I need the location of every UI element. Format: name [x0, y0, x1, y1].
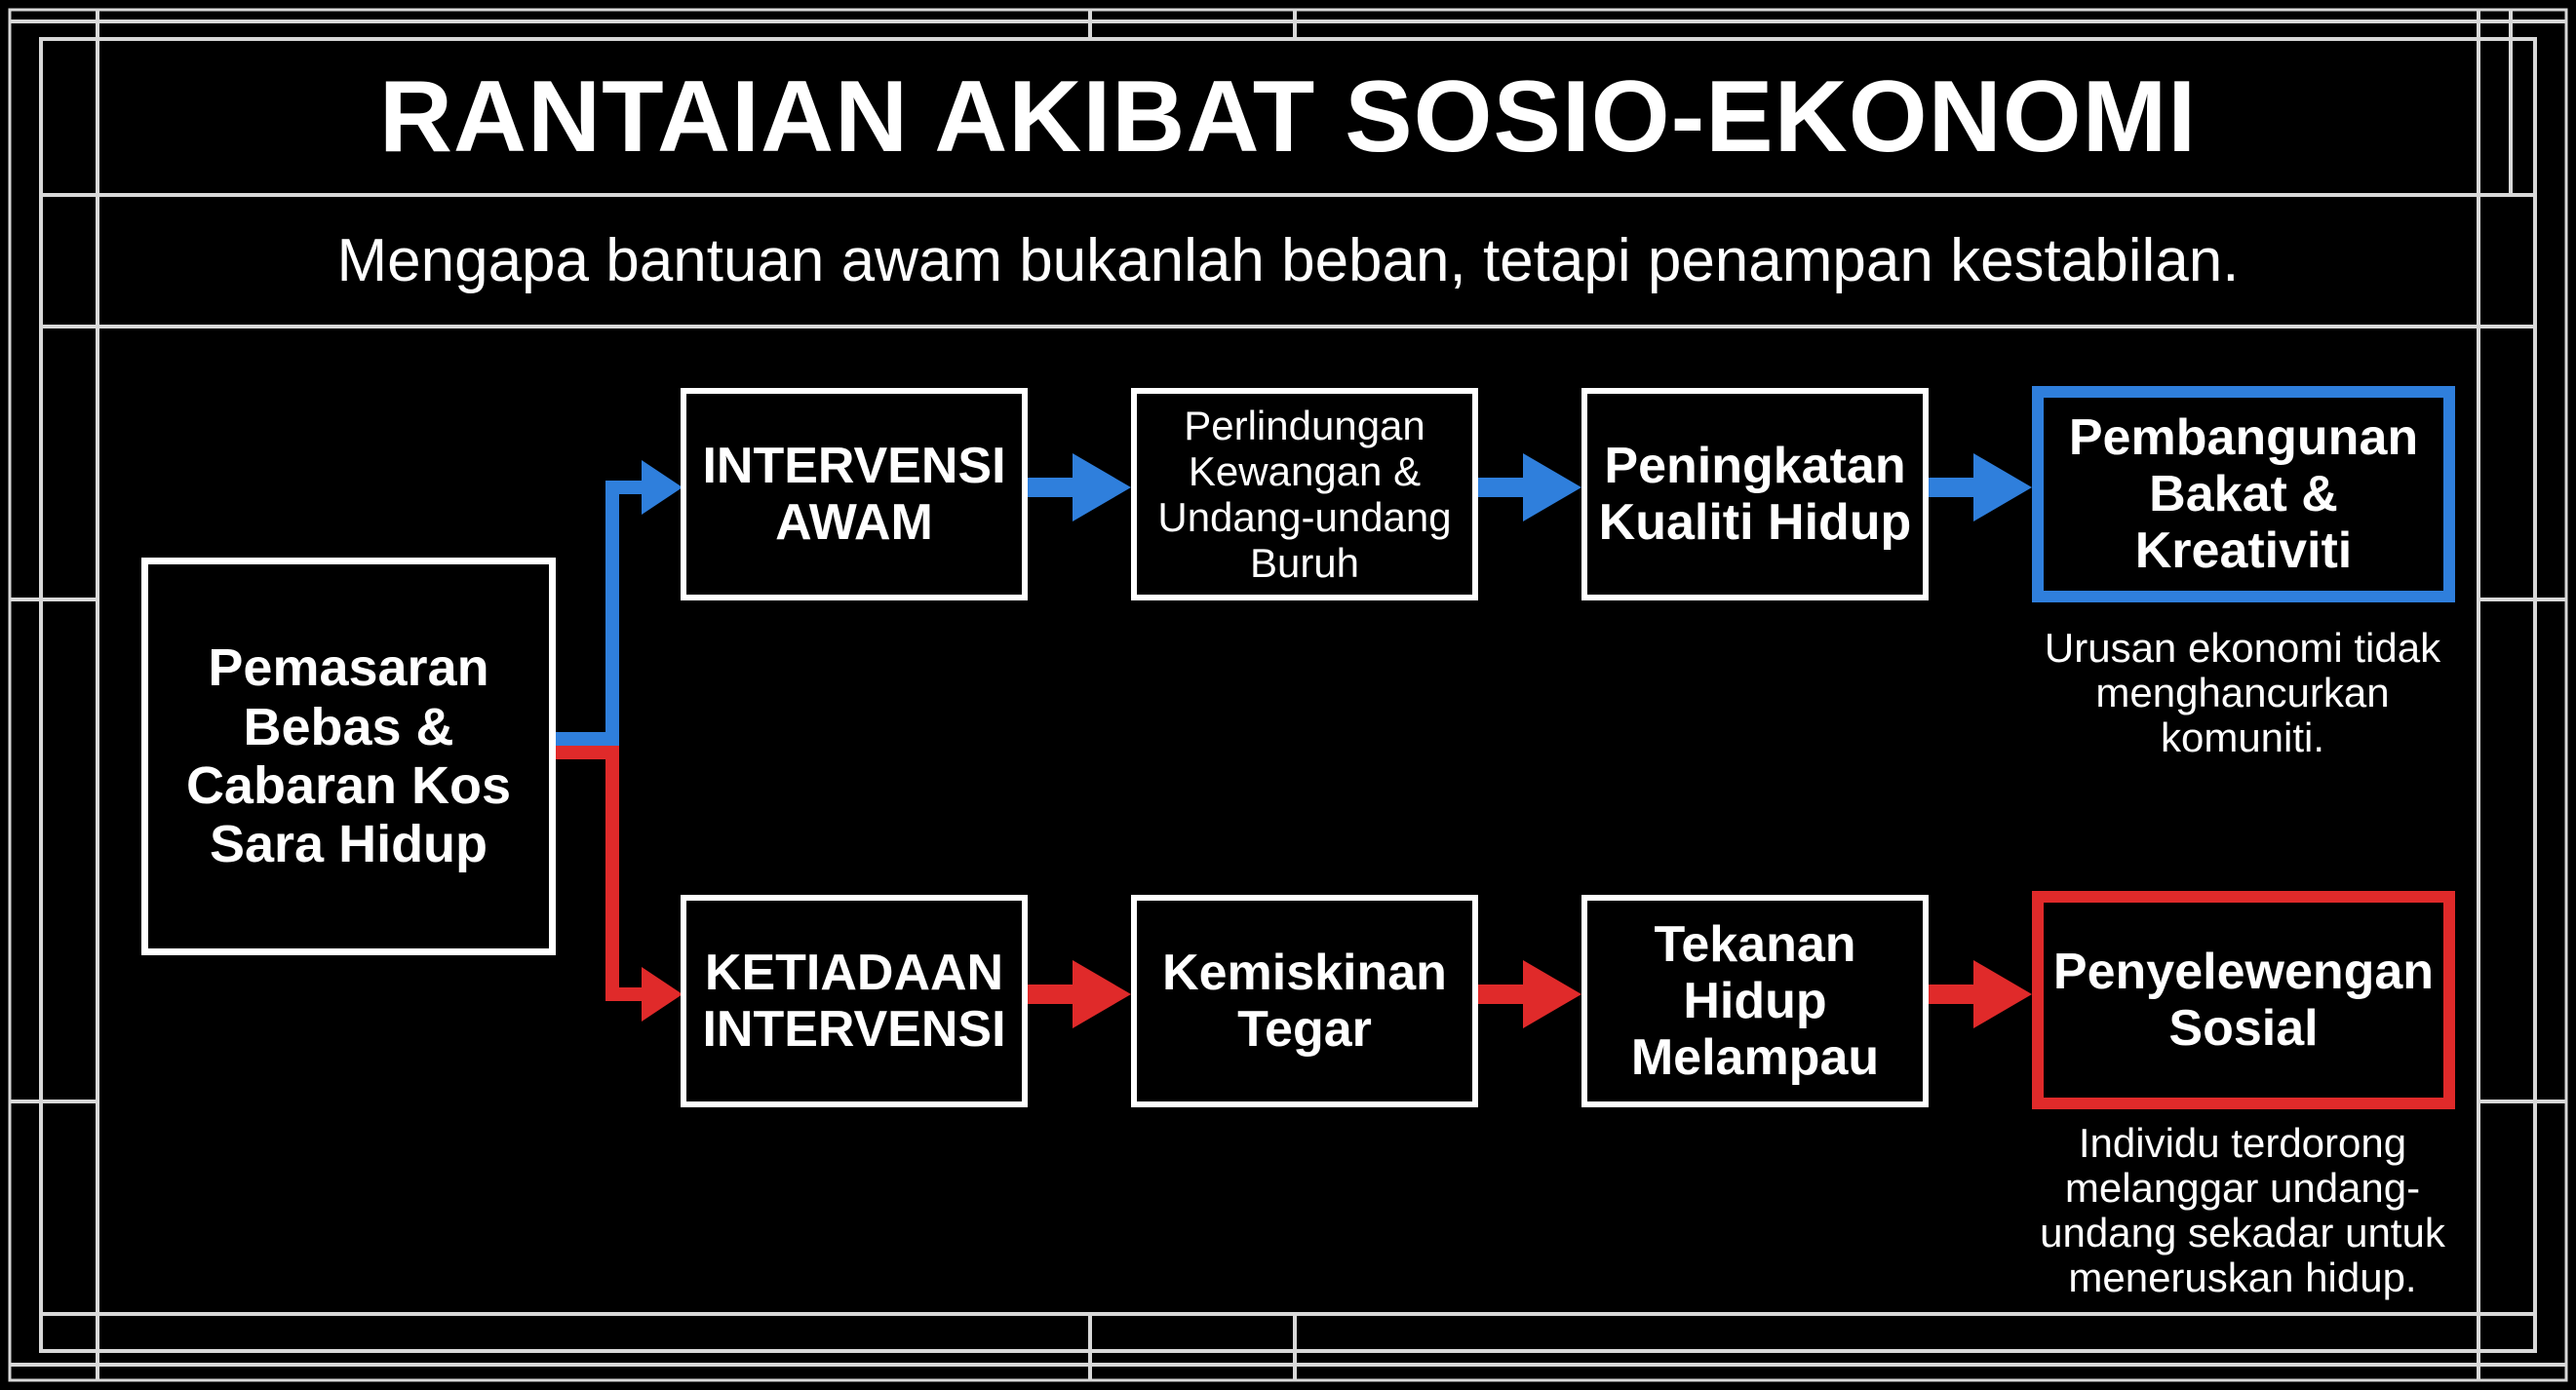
blue-arrow-1: [1028, 453, 1131, 521]
bottom-node-pressure-label: Tekanan Hidup Melampau: [1630, 915, 1880, 1087]
page-title: RANTAIAN AKIBAT SOSIO-EKONOMI: [378, 60, 2198, 174]
bottom-outcome-note: Individu terdorong melanggar undang-undang sekadar untuk meneruskan hidup.: [2040, 1120, 2445, 1300]
red-arrow-3: [1929, 960, 2032, 1028]
bottom-node-outcome-label: Penyelewengan Sosial: [2052, 943, 2435, 1057]
top-node-protection-label: Perlindungan Kewangan & Undang-undang Buruh: [1157, 402, 1452, 587]
bottom-node-poverty: [1131, 895, 1478, 1107]
source-node-label: Pemasaran Bebas & Cabaran Kos Sara Hidup: [185, 638, 512, 874]
page-subtitle: Mengapa bantuan awam bukanlah beban, tetapi penampan kestabilan.: [336, 227, 2240, 294]
top-node-quality: [1581, 388, 1929, 600]
red-arrow-2: [1478, 960, 1581, 1028]
bottom-node-no-intervention: [681, 895, 1028, 1107]
bottom-node-poverty-label: Kemiskinan Tegar: [1162, 944, 1447, 1058]
source-node: [141, 558, 556, 955]
blue-arrow-head-0: [642, 460, 683, 515]
top-node-intervention-label: INTERVENSI AWAM: [702, 437, 1006, 551]
bottom-node-no-intervention-label: KETIADAAN INTERVENSI: [702, 944, 1006, 1058]
top-outcome-note: Urusan ekonomi tidak menghancurkan komuniti.: [2044, 625, 2441, 760]
top-node-outcome-label: Pembangunan Bakat & Kreativiti: [2068, 408, 2419, 580]
top-node-quality-label: Peningkatan Kualiti Hidup: [1598, 437, 1912, 551]
bottom-node-outcome: [2032, 891, 2455, 1109]
top-node-protection: [1131, 388, 1478, 600]
blue-branch-connector: [556, 487, 645, 739]
red-arrow-head-0: [642, 967, 683, 1022]
red-branch-connector: [556, 753, 645, 994]
top-node-intervention: [681, 388, 1028, 600]
blue-arrow-3: [1929, 453, 2032, 521]
top-node-outcome: [2032, 386, 2455, 602]
red-arrow-1: [1028, 960, 1131, 1028]
bottom-node-pressure: [1581, 895, 1929, 1107]
blue-arrow-2: [1478, 453, 1581, 521]
